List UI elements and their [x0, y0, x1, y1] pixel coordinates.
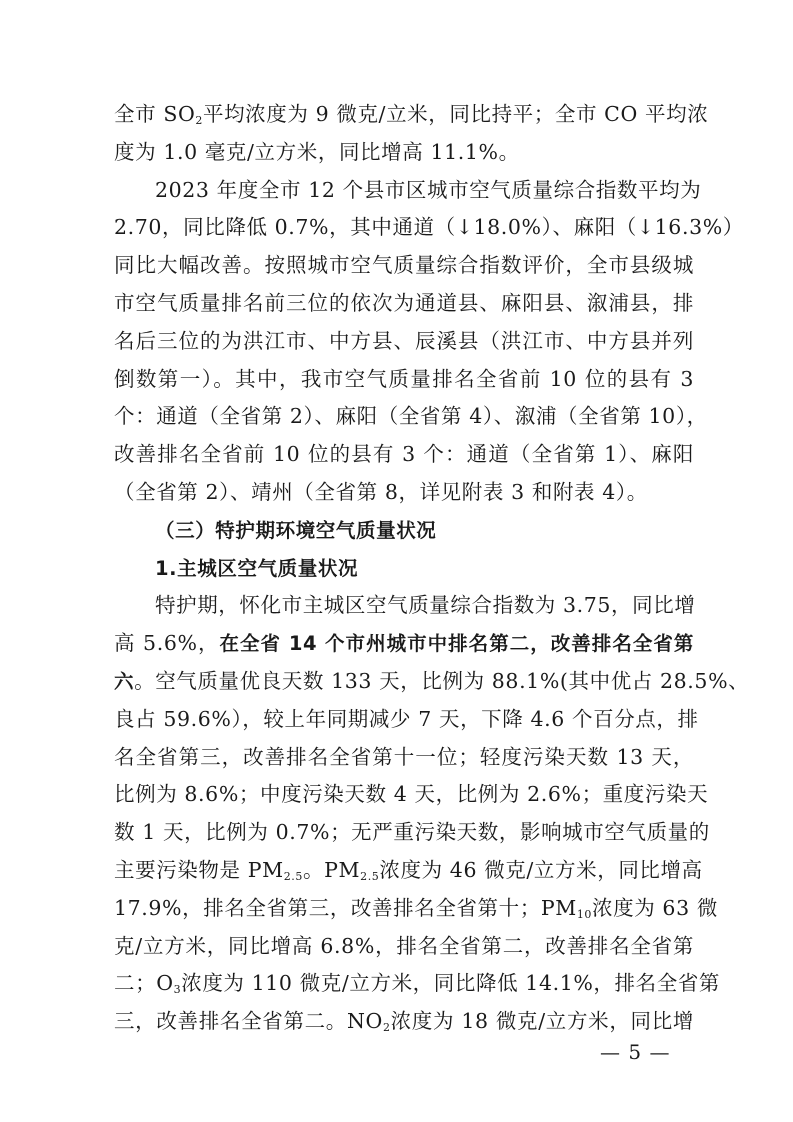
text-line: 良占 59.6%），较上年同期减少 7 天，下降 4.6 个百分点，排: [114, 706, 699, 731]
text-line: 同比大幅改善。按照城市空气质量综合指数评价，全市县级城: [114, 253, 694, 278]
text-line: 17.9%，排名全省第三，改善排名全省第十；$PM_{10}$浓度为 63 微: [114, 895, 718, 921]
bold-emphasis: 六: [114, 669, 135, 693]
text-line: （全省第 2）、靖州（全省第 8，详见附表 3 和附表 4）。: [114, 479, 648, 504]
section-heading: （三）特护期环境空气质量状况: [155, 518, 437, 542]
text-line: 六。空气质量优良天数 133 天，比例为 88.1%(其中优占 28.5%、: [114, 668, 750, 693]
text-line: 高 5.6%，在全省 14 个市州城市中排名第二，改善排名全省第: [114, 631, 694, 656]
text-line: 改善排名全省前 10 位的县有 3 个：通道（全省第 1）、麻阳: [114, 442, 694, 467]
text-line: 市空气质量排名前三位的依次为通道县、麻阳县、溆浦县，排: [114, 290, 694, 315]
text-line: 全市 $SO_2$平均浓度为 9 微克/立米，同比持平；全市 CO 平均浓: [114, 102, 709, 127]
text-line: 2.70，同比降低 0.7%，其中通道（↓18.0%）、麻阳（↓16.3%）: [114, 215, 744, 240]
text-line: 名全省第三，改善排名全省第十一位；轻度污染天数 13 天，: [114, 744, 694, 769]
body-text: [114, 96, 750, 1041]
text-line: 倒数第一）。其中，我市空气质量排名全省前 10 位的县有 3: [114, 366, 694, 391]
text-line: 度为 1.0 毫克/立方米，同比增高 11.1%。: [114, 139, 520, 164]
page-number: — 5 —: [600, 1040, 671, 1064]
text-line: 数 1 天，比例为 0.7%；无严重污染天数，影响城市空气质量的: [114, 820, 710, 845]
text-line: 二；$O_3$浓度为 110 微克/立方米，同比降低 14.1%，排名全省第: [114, 971, 721, 997]
text-line: 个：通道（全省第 2）、麻阳（全省第 4）、溆浦（全省第 10），: [114, 404, 708, 429]
text-line: 比例为 8.6%；中度污染天数 4 天，比例为 2.6%；重度污染天: [114, 782, 709, 807]
text-line: 克/立方米，同比增高 6.8%，排名全省第二，改善排名全省第: [114, 933, 694, 958]
subsection-heading: 1.主城区空气质量状况: [155, 556, 359, 580]
text-line: 主要污染物是 $PM_{2.5}$。$PM_{2.5}$浓度为 46 微克/立方米，同比增高: [114, 857, 703, 883]
bold-emphasis: 在全省 14 个市州城市中排名第二，改善排名全省第: [219, 632, 694, 656]
text-line: 名后三位的为洪江市、中方县、辰溪县（洪江市、中方县并列: [114, 328, 694, 353]
paragraph-first-line: 2023 年度全市 12 个县市区城市空气质量综合指数平均为: [155, 177, 702, 202]
paragraph-first-line: 特护期，怀化市主城区空气质量综合指数为 3.75，同比增: [155, 593, 696, 618]
text-line: 三，改善排名全省第二。$NO_2$浓度为 18 微克/立方米，同比增: [114, 1009, 694, 1035]
